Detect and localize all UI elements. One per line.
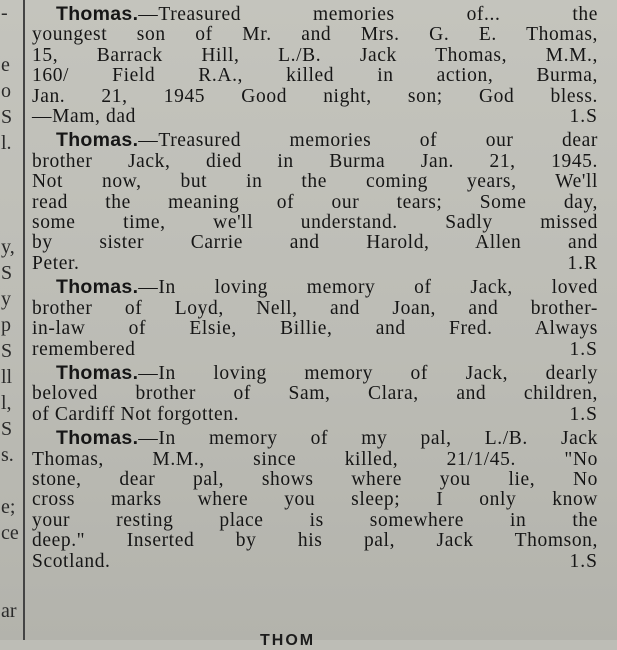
margin-fragment xyxy=(0,572,20,598)
margin-fragment: e xyxy=(1,54,10,76)
margin-fragment: S xyxy=(1,106,13,128)
notice-text-line: Scotland. xyxy=(32,550,111,572)
notice-text-line: stone, dear pal, shows where you lie, No xyxy=(32,468,598,490)
notice-text-line: —Treasured memories of our dear xyxy=(138,130,598,152)
margin-fragment: ar xyxy=(1,600,17,622)
margin-fragment: l, xyxy=(1,392,12,414)
notice-initial: 1.S xyxy=(569,550,598,572)
in-memoriam-column xyxy=(32,4,598,575)
notice-initial: 1.R xyxy=(567,252,598,274)
notice-text-line: cross marks where you sleep; I only know xyxy=(32,489,598,511)
column-rule xyxy=(23,0,25,640)
notice-name: Thomas. xyxy=(56,129,139,152)
memorial-notice xyxy=(32,4,598,130)
margin-fragment: l. xyxy=(1,132,12,154)
margin-fragment: y xyxy=(1,288,11,310)
margin-fragment xyxy=(0,182,20,208)
notice-text-line: —In loving memory of Jack, dearly xyxy=(138,362,598,384)
margin-fragment xyxy=(0,26,20,52)
margin-fragment xyxy=(0,546,20,572)
margin-fragment: ll xyxy=(1,366,13,388)
notice-text-line: —Treasured memories of... the xyxy=(138,4,598,25)
next-heading-fragment: THOM xyxy=(260,632,316,649)
notice-text-line: 15, Barrack Hill, L./B. Jack Thomas, M.M., xyxy=(32,44,598,66)
notice-text-line: brother of Loyd, Nell, and Joan, and brother- xyxy=(32,297,598,319)
notice-text-line: your resting place is somewhere in the xyxy=(32,509,598,531)
margin-fragment: S xyxy=(1,418,13,440)
margin-fragment xyxy=(0,624,20,650)
margin-fragment: ce xyxy=(1,522,19,544)
notice-text-line: 160/ Field R.A., killed in action, Burma, xyxy=(32,65,598,87)
margin-fragment: S xyxy=(1,340,13,362)
notice-name: Thomas. xyxy=(56,3,139,25)
notice-text-line: in-law of Elsie, Billie, and Fred. Always xyxy=(32,318,598,340)
memorial-notice xyxy=(32,428,598,575)
notice-name: Thomas. xyxy=(56,361,139,384)
notice-name: Thomas. xyxy=(56,276,139,299)
memorial-notice xyxy=(32,363,598,428)
margin-fragment xyxy=(0,208,20,234)
notice-text-line: brother Jack, died in Burma Jan. 21, 1945. xyxy=(32,150,598,172)
notice-text-line: Not now, but in the coming years, We'll xyxy=(32,171,598,193)
margin-fragment: S xyxy=(1,262,13,284)
notice-text-line: beloved brother of Sam, Clara, and children, xyxy=(32,383,598,405)
notice-text-line: Peter. xyxy=(32,252,80,274)
left-column-fragments xyxy=(0,0,20,640)
notice-text-line: Thomas, M.M., since killed, 21/1/45. "No xyxy=(32,448,598,470)
memorial-notice xyxy=(32,277,598,363)
margin-fragment: o xyxy=(1,80,11,102)
notice-text-line: —In loving memory of Jack, loved xyxy=(138,277,598,299)
notice-name: Thomas. xyxy=(56,427,139,450)
notice-text-line: —In memory of my pal, L./B. Jack xyxy=(138,428,598,450)
notice-text-line: some time, we'll understand. Sadly missed xyxy=(32,212,598,234)
notice-initial: 1.S xyxy=(569,403,598,425)
margin-fragment: p xyxy=(1,314,11,336)
margin-fragment: y, xyxy=(1,236,15,258)
margin-fragment: - xyxy=(1,2,8,24)
margin-fragment: s. xyxy=(1,444,14,466)
memorial-notice xyxy=(32,130,598,277)
notice-text-line: by sister Carrie and Harold, Allen and xyxy=(32,232,598,254)
notice-initial: 1.S xyxy=(569,106,598,128)
notice-text-line: remembered xyxy=(32,338,136,360)
notice-text-line: Jan. 21, 1945 Good night, son; God bless. xyxy=(32,85,598,107)
notice-text-line: of Cardiff Not forgotten. xyxy=(32,403,240,425)
notice-text-line: youngest son of Mr. and Mrs. G. E. Thomas, xyxy=(32,24,598,46)
notice-initial: 1.S xyxy=(569,338,598,360)
margin-fragment xyxy=(0,156,20,182)
margin-fragment: e; xyxy=(1,496,16,518)
notice-text-line: deep." Inserted by his pal, Jack Thomson, xyxy=(32,530,598,552)
notice-text-line: read the meaning of our tears; Some day, xyxy=(32,191,598,213)
margin-fragment xyxy=(0,468,20,494)
notice-text-line: —Mam, dad xyxy=(32,106,136,128)
